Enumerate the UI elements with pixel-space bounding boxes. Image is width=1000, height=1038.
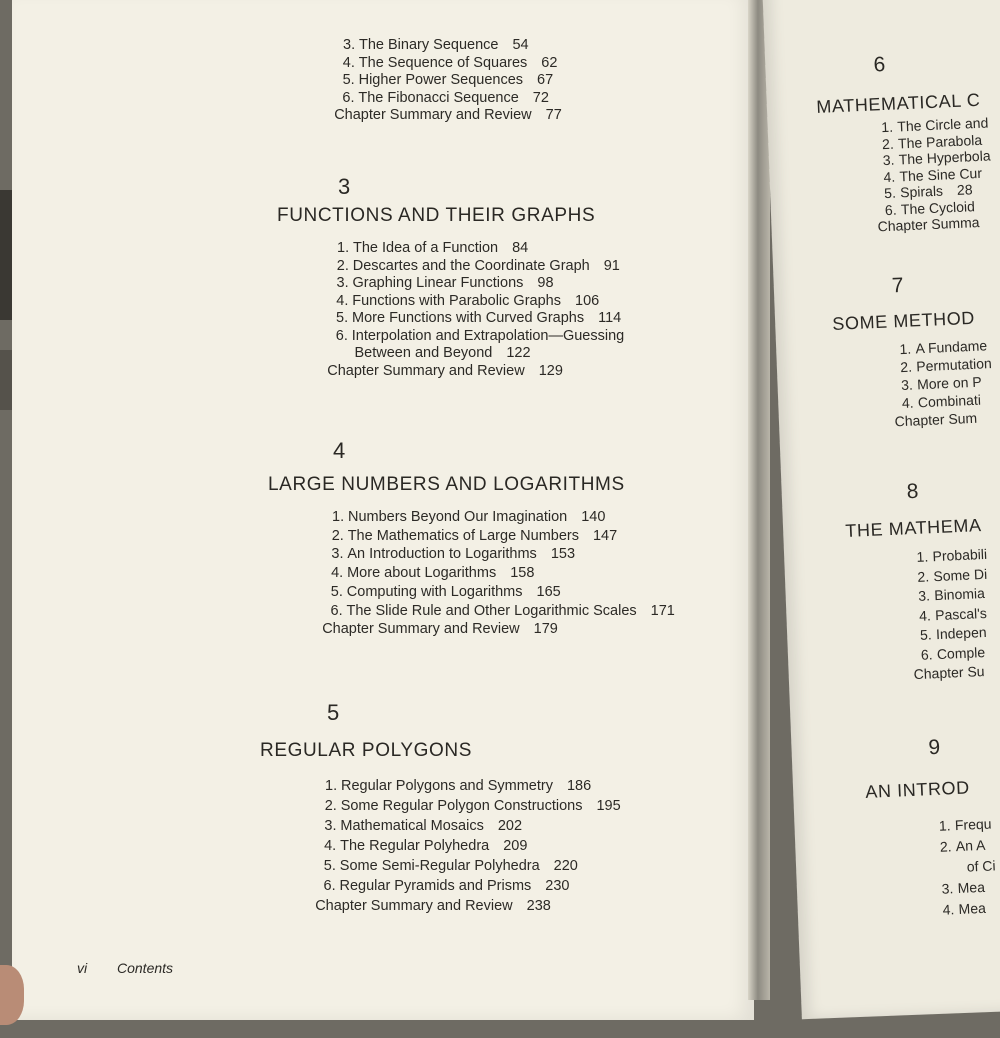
entry-title: Comple: [936, 643, 986, 662]
entry-number: 2.: [331, 527, 344, 544]
chapter-number: 4: [333, 438, 346, 463]
entry-number: 4.: [901, 394, 914, 412]
entry-number: 3.: [900, 376, 914, 394]
entry-page-number: 153: [550, 546, 576, 563]
chapter-number: 5: [327, 700, 340, 725]
chapter-title: MATHEMATICAL C: [815, 89, 981, 117]
chapter-title: REGULAR POLYGONS: [260, 740, 472, 761]
entry-number: 6.: [920, 645, 933, 663]
entry-number: 1.: [880, 118, 894, 136]
entry-page-number: 54: [512, 37, 529, 53]
footer-page-number: vi: [77, 960, 88, 976]
entry-title: Some Regular Polygon Constructions: [340, 798, 583, 814]
entry-number: 3.: [882, 151, 895, 169]
entry-title: Chapter Su: [913, 663, 985, 683]
entry-title: The Binary Sequence: [359, 37, 499, 53]
entry-title: Graphing Linear Functions: [352, 275, 524, 291]
entry-number: 5.: [883, 184, 897, 202]
entry-number: 4.: [331, 565, 344, 582]
chapter-title: LARGE NUMBERS AND LOGARITHMS: [268, 474, 625, 495]
entry-page-number: 140: [581, 509, 606, 525]
entry-title: The Circle and: [896, 114, 989, 135]
entry-page-number: 98: [537, 275, 554, 291]
entry-number: 3.: [917, 587, 931, 604]
entry-page-number: 114: [598, 310, 622, 326]
entry-title: A Fundame: [915, 337, 988, 357]
entry-number: 5.: [336, 310, 349, 326]
entry-title: Mea: [958, 899, 987, 918]
entry-title: Chapter Summary and Review: [334, 107, 532, 123]
entry-number: 4.: [342, 54, 355, 71]
entry-number: 1.: [938, 817, 951, 834]
entry-title: The Sequence of Squares: [358, 54, 528, 71]
entry-title: Pascal's: [934, 604, 988, 623]
entry-title: Mathematical Mosaics: [340, 818, 484, 834]
entry-title: More about Logarithms: [347, 565, 497, 582]
entry-title: The Parabola: [897, 131, 983, 151]
entry-number: 4.: [883, 168, 896, 185]
entry-title: The Fibonacci Sequence: [358, 89, 519, 106]
entry-page-number: 171: [650, 602, 675, 619]
chapter-number: 7: [891, 273, 904, 298]
entry-title: An Introduction to Logarithms: [347, 546, 537, 563]
entry-title: Mea: [957, 878, 986, 897]
entry-page-number: 230: [545, 878, 570, 894]
entry-title: Higher Power Sequences: [358, 72, 524, 88]
entry-number: 2.: [324, 798, 337, 814]
entry-number: 2.: [917, 567, 930, 585]
entry-title: Numbers Beyond Our Imagination: [348, 509, 568, 525]
entry-number: 1.: [337, 240, 350, 256]
entry-title: Probabili: [932, 545, 988, 565]
entry-page-number: 195: [596, 798, 621, 814]
entry-page-number: 122: [506, 345, 531, 361]
entry-page-number: 147: [592, 527, 618, 544]
entry-number: 3.: [331, 546, 344, 563]
entry-title: Binomia: [933, 584, 986, 604]
entry-number: 5.: [342, 72, 355, 88]
entry-number: 4.: [918, 606, 932, 624]
entry-title: Some Di: [933, 565, 988, 584]
entry-number: 3.: [343, 37, 356, 53]
entry-title: More Functions with Curved Graphs: [352, 310, 585, 326]
entry-title: Chapter Summa: [877, 213, 980, 235]
entry-title: Some Semi-Regular Polyhedra: [339, 858, 540, 874]
entry-title: of Ci: [966, 857, 996, 875]
chapter-number: 8: [906, 479, 919, 504]
toc-entry: [941, 880, 985, 896]
entry-title: Between and Beyond: [354, 345, 493, 361]
entry-title: Regular Polygons and Symmetry: [341, 778, 553, 794]
entry-number: 2.: [939, 838, 952, 855]
entry-page-number: 67: [537, 72, 554, 88]
entry-page-number: 84: [512, 240, 529, 256]
entry-title: Computing with Logarithms: [346, 583, 523, 600]
entry-number: 5.: [323, 858, 336, 874]
entry-number: 1.: [899, 340, 912, 358]
entry-title: Frequ: [954, 815, 992, 834]
chapter-title: AN INTROD: [864, 777, 971, 802]
entry-number: 6.: [330, 602, 343, 619]
entry-page-number: 72: [532, 89, 549, 106]
entry-title: More on P: [916, 373, 982, 393]
entry-title: Chapter Summary and Review: [322, 621, 520, 638]
entry-number: 3.: [324, 818, 337, 834]
chapter-number: 6: [873, 52, 886, 77]
entry-number: 2.: [881, 135, 895, 152]
chapter-number: 3: [338, 174, 351, 199]
entry-number: 5.: [919, 626, 933, 643]
entry-title: The Mathematics of Large Numbers: [347, 527, 579, 544]
entry-title: The Cycloid: [900, 197, 976, 217]
entry-number: 3.: [941, 880, 954, 897]
entry-title: Chapter Summary and Review: [315, 898, 513, 914]
entry-title: The Idea of a Function: [353, 240, 499, 256]
entry-number: 5.: [330, 583, 343, 600]
entry-title: The Sine Cur: [899, 164, 983, 184]
entry-number: 1.: [332, 509, 345, 525]
entry-page-number: 186: [566, 778, 592, 794]
entry-number: 1.: [325, 778, 338, 794]
entry-number: 1.: [916, 548, 929, 565]
toc-entry: [940, 838, 986, 854]
entry-title: Descartes and the Coordinate Graph: [352, 257, 590, 274]
entry-page-number: 129: [538, 362, 563, 379]
entry-page-number: 91: [603, 257, 620, 274]
toc-entry: [939, 817, 992, 833]
entry-page-number: 28: [956, 181, 973, 198]
entry-number: 6.: [323, 878, 336, 894]
entry-title: Chapter Summary and Review: [327, 362, 525, 379]
entry-number: 4.: [324, 838, 337, 854]
entry-number: 3.: [336, 275, 349, 291]
entry-number: 2.: [336, 257, 349, 274]
entry-page-number: 158: [510, 565, 535, 582]
toc-entry: [966, 858, 995, 873]
entry-number: 4.: [336, 292, 349, 309]
entry-page-number: 202: [497, 818, 523, 834]
entry-page-number: 209: [503, 838, 528, 854]
entry-page-number: 179: [533, 621, 558, 638]
entry-title: The Regular Polyhedra: [340, 838, 490, 854]
entry-title: Spirals: [899, 182, 944, 201]
entry-title: Chapter Sum: [894, 409, 978, 430]
entry-page-number: 220: [553, 858, 578, 874]
entry-title: Combinati: [917, 391, 982, 411]
entry-title: Indepen: [935, 623, 987, 643]
entry-title: Regular Pyramids and Prisms: [339, 878, 532, 894]
entry-title: An A: [955, 836, 986, 855]
entry-number: 4.: [942, 901, 955, 918]
entry-title: The Hyperbola: [898, 147, 991, 168]
entry-page-number: 165: [536, 583, 561, 600]
entry-page-number: 106: [575, 292, 600, 309]
chapter-title: THE MATHEMA: [844, 515, 982, 541]
entry-title: The Slide Rule and Other Logarithmic Scales: [346, 602, 637, 619]
entry-number: 6.: [335, 327, 348, 344]
entry-number: 2.: [899, 358, 913, 376]
footer-label: Contents: [117, 960, 174, 976]
chapter-title: SOME METHOD: [831, 307, 976, 334]
entry-page-number: 77: [545, 107, 562, 123]
entry-number: 6.: [342, 89, 355, 106]
toc-entry: [942, 901, 986, 917]
entry-number: 6.: [884, 201, 897, 218]
entry-title: Permutation: [915, 355, 993, 375]
entry-page-number: 62: [541, 54, 558, 71]
chapter-number: 9: [928, 735, 941, 760]
chapter-title: FUNCTIONS AND THEIR GRAPHS: [277, 205, 596, 226]
entry-title: Interpolation and Extrapolation—Guessing: [351, 327, 625, 344]
entry-page-number: 238: [526, 898, 551, 914]
entry-title: Functions with Parabolic Graphs: [352, 292, 561, 309]
